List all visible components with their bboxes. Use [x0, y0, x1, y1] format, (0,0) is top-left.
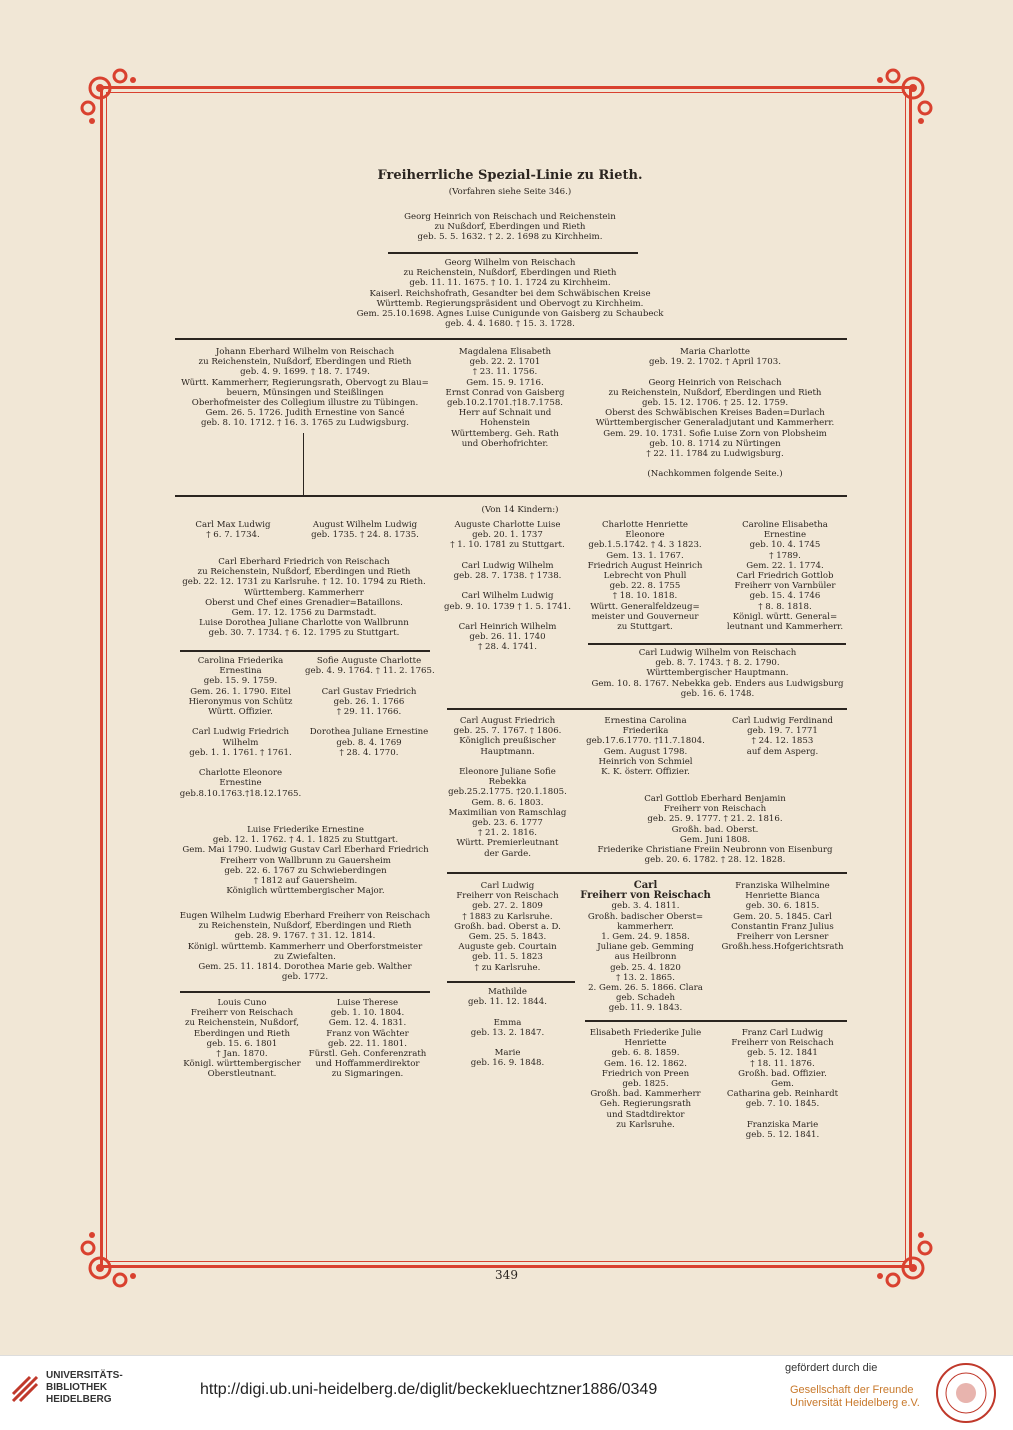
text-line: 2. Gem. 26. 5. 1866. Clara: [588, 983, 703, 994]
university-seal-icon: [935, 1362, 997, 1424]
g5-carl-details: [578, 901, 713, 1013]
text-line: Hohenstein: [479, 418, 531, 429]
text-line: beuern, Münsingen und Steißlingen: [226, 387, 384, 398]
text-line: Ernestine: [763, 530, 807, 541]
child-carl-eberhard: [178, 557, 430, 639]
text-line: Franz Carl Ludwig: [741, 1028, 824, 1038]
text-line: † 1789.: [769, 550, 801, 561]
text-line: [178, 758, 303, 768]
text-line: Großh. bad. Oberst a. D.: [454, 921, 561, 932]
text-line: Württ. Premierleutnant: [456, 838, 559, 849]
text-line: Gem. 17. 12. 1756 zu Darmstadt.: [231, 608, 377, 619]
text-line: [305, 676, 433, 686]
rule-c7: [588, 643, 846, 645]
rule-g4d: [180, 991, 430, 993]
text-line: † 8. 8. 1818.: [758, 601, 812, 612]
page-subtitle: (Vorfahren siehe Seite 346.): [448, 187, 572, 197]
text-line: Gem. 16. 12. 1862.: [604, 1058, 687, 1069]
child-august-wilhelm: [300, 520, 430, 540]
text-line: geb. 22. 11. 1801.: [328, 1038, 407, 1049]
text-line: geb. 22. 12. 1731 zu Karlsruhe. † 12. 10. 1794 zu Rieth.: [182, 577, 426, 588]
text-line: geb. 1. 1. 1761. † 1761.: [189, 747, 292, 758]
text-line: geb. 8. 4. 1769: [336, 737, 402, 748]
text-line: Großh. badischer Oberst=: [587, 911, 704, 922]
text-line: geb. 25. 4. 1820: [610, 962, 681, 973]
g5-louis-cuno: [178, 998, 306, 1080]
text-line: Königl. württ. General=: [732, 611, 838, 622]
text-line: [440, 551, 575, 561]
text-line: geb. 4. 9. 1699. † 18. 7. 1749.: [240, 367, 370, 378]
text-line: Fürstl. Geh. Conferenzrath: [308, 1049, 427, 1060]
text-line: Ernestina: [219, 666, 262, 677]
rule-c7-children: [447, 708, 847, 710]
text-line: zu Sigmaringen.: [331, 1069, 404, 1080]
text-line: † 22. 11. 1784 zu Ludwigsburg.: [646, 449, 784, 460]
text-line: Gem. 13. 1. 1767.: [606, 550, 684, 561]
text-line: Gem. 15. 9. 1716.: [466, 377, 544, 388]
text-line: Württembergischer Hauptmann.: [646, 668, 789, 679]
text-line: leutnant und Kammerherr.: [726, 622, 844, 633]
text-line: Carl Ludwig Wilhelm: [461, 560, 554, 571]
text-line: † 1. 10. 1781 zu Stuttgart.: [450, 540, 565, 551]
sponsor-org-line: Gesellschaft der Freunde: [790, 1384, 914, 1396]
text-line: Georg Heinrich von Reischach: [648, 377, 782, 388]
text-line: geb. 1825.: [622, 1079, 669, 1090]
text-line: † 13. 2. 1865.: [616, 972, 675, 983]
text-line: geb. 26. 1. 1766: [333, 696, 405, 707]
text-line: geb. 11. 5. 1823: [472, 952, 543, 963]
text-line: Oberstleutnant.: [207, 1069, 277, 1080]
text-line: meister und Gouverneur: [591, 611, 699, 622]
text-line: zu Nußdorf, Eberdingen und Rieth: [434, 222, 586, 233]
g6-elisabeth-friederike: [578, 1028, 713, 1130]
g4-ernestina-carolina: [578, 716, 713, 777]
text-line: Freiherr von Lersner: [736, 932, 829, 943]
text-line: Louis Cuno: [217, 998, 267, 1008]
text-line: Friederike Christiane Freiin Neubronn von Eisenburg: [597, 845, 833, 856]
text-line: Franziska Wilhelmine: [735, 881, 830, 891]
text-line: geb. 11. 9. 1843.: [608, 1003, 683, 1014]
text-line: Ernst Conrad von Gaisberg: [445, 387, 565, 398]
text-line: zu Stuttgart.: [617, 622, 673, 633]
text-line: geb. 1772.: [281, 972, 329, 983]
sponsor-label: gefördert durch die: [785, 1362, 878, 1374]
rule-g5d: [585, 1020, 847, 1022]
text-line: geb. 23. 6. 1777: [472, 818, 543, 829]
text-line: [580, 367, 850, 377]
text-line: Luise Dorothea Juliane Charlotte von Wallbrunn: [199, 618, 409, 629]
text-line: geb. 16. 6. 1748.: [680, 688, 755, 699]
text-line: August Wilhelm Ludwig: [312, 520, 418, 530]
text-line: Wilhelm: [222, 737, 259, 748]
g4-sofie-auguste: [305, 656, 433, 758]
text-line: zu Reichenstein, Nußdorf,: [185, 1018, 299, 1029]
text-line: Oberhofmeister des Collegium illustre zu Tübingen.: [191, 398, 419, 409]
text-line: Gem. 25. 5. 1843.: [468, 932, 547, 943]
text-line: [440, 1038, 575, 1048]
text-line: Gem. Mai 1790. Ludwig Gustav Carl Eberhard Friedrich: [182, 845, 429, 856]
text-line: Carl Ludwig Wilhelm von Reischach: [638, 648, 797, 658]
rule-gen3: [175, 495, 847, 497]
vline-gen3: [303, 433, 304, 495]
text-line: † 29. 11. 1766.: [336, 707, 402, 718]
text-line: Friederika: [622, 726, 669, 737]
text-line: Friedrich von Preen: [601, 1068, 690, 1079]
text-line: Gem. 25.10.1698. Agnes Luise Cunigunde von Gaisberg zu Schaubeck: [356, 309, 664, 320]
g5-carl-freiherr: [578, 881, 713, 1014]
text-line: Carl Ludwig Ferdinand: [732, 716, 833, 726]
child-caroline-elisabetha: [720, 520, 850, 632]
text-line: geb. 22. 6. 1767 zu Schwieberdingen: [224, 865, 387, 876]
text-line: geb. 28. 9. 1767. † 31. 12. 1814.: [234, 931, 376, 942]
text-line: geb.1.5.1742. † 4. 3 1823.: [588, 540, 702, 551]
text-line: Königl. württembergischer: [183, 1059, 301, 1070]
corner-ornament-top-right: [865, 66, 935, 136]
text-line: Juliane geb. Gemming: [597, 942, 694, 953]
text-line: Gem. 25. 11. 1814. Dorothea Marie geb. Walther: [198, 962, 412, 973]
text-line: Carl Ludwig Friedrich: [192, 727, 289, 738]
g4-carl-ludwig-ferdinand: [715, 716, 850, 757]
text-line: Oberst und Chef eines Grenadier=Bataillons.: [205, 597, 403, 608]
text-line: Württ. Generalfeldzeug=: [590, 601, 700, 612]
text-line: geb. 9. 10. 1739 † 1. 5. 1741.: [444, 601, 571, 612]
g4-eugen-wilhelm: [175, 911, 435, 982]
text-line: † 21. 2. 1816.: [478, 828, 537, 839]
source-url[interactable]: http://digi.ub.uni-heidelberg.de/diglit/beckekluechtzner1886/0349: [200, 1381, 658, 1398]
g5-carl-title: Freiherr von Reischach: [580, 890, 711, 902]
g4-luise-friederike: [178, 825, 433, 896]
text-line: geb. 15. 9. 1759.: [203, 676, 278, 687]
text-line: Freiherr von Varnbüler: [734, 581, 836, 592]
gen3-magdalena-elisabeth: [440, 347, 570, 449]
text-line: Württembergischer Generaladjutant und Kammerherr.: [595, 418, 835, 429]
text-line: Auguste geb. Courtain: [458, 942, 557, 953]
text-line: Gem.: [771, 1079, 794, 1090]
text-line: Emma: [493, 1017, 522, 1028]
text-line: Lebrecht von Phull: [603, 571, 687, 582]
text-line: geb.10.2.1701.†18.7.1758.: [446, 398, 564, 409]
text-line: Maximilian von Ramschlag: [448, 807, 567, 818]
text-line: Gem. 8. 6. 1803.: [471, 797, 544, 808]
text-line: Luise Therese: [336, 998, 399, 1008]
text-line: † 28. 4. 1741.: [478, 642, 537, 653]
text-line: geb. 30. 6. 1815.: [745, 901, 820, 912]
text-line: geb. 4. 4. 1680. † 15. 3. 1728.: [445, 319, 575, 330]
text-line: und Stadtdirektor: [606, 1109, 685, 1120]
text-line: Luise Friederike Ernestine: [247, 825, 364, 835]
text-line: Großh. bad. Kammerherr: [590, 1089, 701, 1100]
sponsor-org[interactable]: [790, 1384, 920, 1410]
text-line: [440, 612, 575, 622]
text-line: Auguste Charlotte Luise: [454, 520, 561, 530]
text-line: geb. 15. 6. 1801: [206, 1038, 278, 1049]
text-line: Carolina Friederika: [197, 656, 284, 666]
text-line: Kaiserl. Reichshofrath, Gesandter bei dem Schwäbischen Kreise: [369, 288, 651, 299]
text-line: geb. 5. 12. 1841: [747, 1048, 818, 1059]
text-line: Marie: [494, 1048, 521, 1059]
text-line: Württemberg. Kammerherr: [244, 587, 364, 598]
text-line: Henriette: [624, 1038, 667, 1049]
text-line: geb. 5. 12. 1841.: [745, 1130, 820, 1141]
child-carl-ludwig-wilhelm: [585, 648, 850, 699]
text-line: Maria Charlotte: [680, 347, 750, 357]
text-line: Carl Ludwig: [480, 881, 535, 891]
text-line: geb. 8. 10. 1712. † 16. 3. 1765 zu Ludwigsburg.: [200, 418, 410, 429]
text-line: † 6. 7. 1734.: [206, 530, 260, 541]
text-line: geb. 10. 4. 1745: [749, 540, 821, 551]
text-line: zu Karlsruhe.: [616, 1119, 675, 1130]
text-line: Franz von Wächter: [326, 1028, 409, 1039]
rule-g5c: [447, 981, 575, 983]
text-line: auf dem Asperg.: [746, 746, 819, 757]
text-line: Rebekka: [488, 777, 527, 788]
text-line: Johann Eberhard Wilhelm von Reischach: [215, 347, 395, 357]
text-line: geb. 1735. † 24. 8. 1735.: [311, 530, 419, 541]
text-line: Gem. 20. 5. 1845. Carl: [733, 911, 832, 922]
text-line: Carl Heinrich Wilhelm: [458, 622, 557, 633]
text-line: aus Heilbronn: [614, 952, 677, 963]
rule-gen2: [175, 338, 847, 340]
rule-c3: [180, 650, 430, 652]
text-line: [440, 581, 575, 591]
text-line: Eleonore: [625, 530, 665, 541]
text-line: Gem. Juni 1808.: [679, 834, 751, 845]
text-line: Dorothea Juliane Ernestine: [309, 727, 429, 738]
text-line: geb. 12. 1. 1762. † 4. 1. 1825 zu Stuttgart.: [212, 835, 399, 846]
text-line: zu Reichenstein, Nußdorf, Eberdingen und Rieth: [198, 357, 412, 368]
text-line: kammerherr.: [617, 921, 674, 932]
text-line: † zu Karlsruhe.: [474, 962, 541, 973]
text-line: zu Zwiefalten.: [274, 951, 336, 962]
text-line: und Hoffammerdirektor: [315, 1059, 420, 1070]
text-line: Carl August Friedrich: [459, 716, 556, 726]
text-line: † 1812 auf Gauersheim.: [253, 876, 358, 887]
text-line: Hauptmann.: [480, 746, 535, 757]
text-line: Eugen Wilhelm Ludwig Eberhard Freiherr von Reischach: [179, 911, 431, 921]
text-line: geb. 11. 12. 1844.: [468, 997, 547, 1008]
sponsor-org-line: Universität Heidelberg e.V.: [790, 1397, 920, 1409]
text-line: zu Reichenstein, Nußdorf, Eberdingen und Rieth: [403, 268, 617, 279]
text-line: geb. 25. 9. 1777. † 21. 2. 1816.: [647, 814, 783, 825]
text-line: Königl. württemb. Kammerherr und Oberforstmeister: [187, 941, 423, 952]
text-line: geb. 16. 9. 1848.: [470, 1058, 545, 1069]
text-line: Mathilde: [488, 987, 527, 997]
text-line: Herr auf Schnait und: [458, 408, 552, 419]
text-line: Ernestina Carolina: [604, 716, 687, 726]
library-name-line: BIBLIOTHEK: [46, 1382, 108, 1393]
generation-1-block: [360, 212, 660, 243]
text-line: Charlotte Henriette: [601, 520, 689, 530]
text-line: geb. 7. 10. 1845.: [745, 1099, 820, 1110]
g5-luise-therese: [305, 998, 430, 1080]
text-line: geb. 25. 7. 1767. † 1806.: [453, 726, 562, 737]
g5-franziska-wilhelmine: [715, 881, 850, 952]
text-line: Georg Heinrich von Reischach und Reichenstein: [404, 212, 616, 222]
text-line: Königlich württembergischer Major.: [226, 886, 385, 897]
text-line: (Nachkommen folgende Seite.): [647, 469, 783, 480]
text-line: Freiherr von Reischach: [663, 804, 767, 815]
text-line: Großh. bad. Oberst.: [671, 824, 759, 835]
text-line: geb. 30. 7. 1734. † 6. 12. 1795 zu Stuttgart.: [208, 628, 400, 639]
text-line: Carl Friedrich Gottlob: [736, 571, 834, 582]
text-line: † 23. 11. 1756.: [472, 367, 538, 378]
text-line: geb.17.6.1770. †11.7.1804.: [586, 736, 705, 747]
text-line: Ernestine: [219, 778, 262, 789]
text-line: Sofie Auguste Charlotte: [316, 656, 422, 666]
text-line: Carl Eberhard Friedrich von Reischach: [218, 557, 390, 567]
library-name-line: HEIDELBERG: [46, 1394, 112, 1405]
g4-carolina-friederika: [178, 656, 303, 799]
text-line: † 28. 4. 1770.: [339, 747, 399, 758]
text-line: Freiherr von Reischach: [731, 1038, 834, 1049]
text-line: K. K. österr. Offizier.: [601, 767, 690, 778]
text-line: Württ. Kammerherr, Regierungsrath, Obervogt zu Blau=: [181, 377, 429, 388]
child-auguste-charlotte: [440, 520, 575, 653]
g4-carl-august-friedrich: [440, 716, 575, 859]
text-line: zu Reichenstein, Nußdorf, Eberdingen und Rieth: [197, 567, 411, 578]
text-line: Württemberg. Geh. Rath: [451, 428, 559, 439]
text-line: zu Reichenstein, Nußdorf, Eberdingen und Rieth: [198, 921, 412, 932]
child-charlotte-henriette: [580, 520, 710, 632]
text-line: Carl Gottlob Eberhard Benjamin: [644, 794, 786, 804]
text-line: Oberst des Schwäbischen Kreises Baden=Durlach: [605, 408, 825, 419]
library-name: [46, 1370, 123, 1406]
text-line: Magdalena Elisabeth: [458, 347, 552, 357]
text-line: geb. 6. 8. 1859.: [611, 1048, 680, 1059]
text-line: geb. 10. 8. 1714 zu Nürtingen: [649, 438, 781, 449]
text-line: Gem. 12. 4. 1831.: [328, 1018, 407, 1029]
g6-franz-carl-ludwig: [715, 1028, 850, 1140]
text-line: geb. 1. 10. 1804.: [330, 1008, 405, 1019]
children-header: (Von 14 Kindern:): [481, 505, 559, 515]
child-carl-max: [178, 520, 288, 540]
text-line: geb.25.2.1775. †20.1.1805.: [448, 787, 567, 798]
text-line: [305, 717, 433, 727]
text-line: geb. 27. 2. 1809: [472, 901, 543, 912]
text-line: † 24. 12. 1853: [751, 736, 814, 747]
rule-gen1: [388, 252, 638, 254]
page-title: Freiherrliche Spezial-Linie zu Rieth.: [377, 168, 643, 183]
text-line: Carl Gustav Friedrich: [321, 686, 417, 697]
g4-carl-gottlob: [580, 794, 850, 865]
text-line: Gem. August 1798.: [603, 746, 688, 757]
text-line: † 1883 zu Karlsruhe.: [462, 911, 553, 922]
text-line: Elisabeth Friederike Julie: [589, 1028, 702, 1038]
text-line: Königlich preußischer: [459, 736, 556, 747]
text-line: Geh. Regierungsrath: [599, 1099, 692, 1110]
text-line: geb. 11. 11. 1675. † 10. 1. 1724 zu Kirchheim.: [409, 278, 611, 289]
text-line: [440, 1007, 575, 1017]
text-line: geb. 8. 7. 1743. † 8. 2. 1790.: [655, 658, 780, 669]
text-line: Franziska Marie: [746, 1119, 819, 1130]
text-line: geb. 15. 4. 1746: [749, 591, 821, 602]
text-line: geb. 4. 9. 1764. † 11. 2. 1765.: [305, 666, 435, 677]
text-line: geb. 13. 2. 1847.: [470, 1027, 545, 1038]
text-line: Constantin Franz Julius: [731, 921, 834, 932]
text-line: † Jan. 1870.: [216, 1049, 268, 1060]
text-line: [715, 1110, 850, 1120]
text-line: Freiherr von Reischach: [190, 1008, 294, 1019]
text-line: geb. 15. 12. 1706. † 25. 12. 1759.: [641, 398, 789, 409]
library-name-line: UNIVERSITÄTS-: [46, 1370, 123, 1381]
text-line: Catharina geb. Reinhardt: [726, 1089, 839, 1100]
text-line: geb. 3. 4. 1811.: [611, 901, 680, 912]
text-line: geb. Schadeh: [615, 993, 676, 1004]
text-line: Großh. bad. Offizier.: [738, 1068, 827, 1079]
text-line: geb. 19. 7. 1771: [747, 726, 818, 737]
library-logo-icon: [10, 1374, 40, 1404]
text-line: [178, 717, 303, 727]
text-line: Charlotte Eleonore: [198, 768, 283, 779]
text-line: geb. 5. 5. 1632. † 2. 2. 1698 zu Kirchheim.: [417, 232, 603, 243]
text-line: Eleonore Juliane Sofie: [459, 767, 556, 778]
text-line: Georg Wilhelm von Reischach: [444, 258, 576, 268]
text-line: Henriette Bianca: [745, 891, 820, 902]
text-line: geb. 19. 2. 1702. † April 1703.: [649, 357, 781, 368]
text-line: 1. Gem. 24. 9. 1858.: [601, 932, 690, 943]
g6-mathilde-emma-marie: [440, 987, 575, 1069]
text-line: Gem. 22. 1. 1774.: [746, 560, 824, 571]
text-line: Gem. 26. 1. 1790. Eitel: [190, 686, 291, 697]
text-line: geb. 22. 8. 1755: [609, 581, 681, 592]
text-line: Freiherr von Reischach: [456, 891, 559, 902]
g5-carl-name: Carl: [633, 880, 658, 891]
text-line: Württemb. Regierungspräsident und Obervogt zu Kirchheim.: [376, 298, 644, 309]
text-line: und Oberhofrichter.: [461, 438, 549, 449]
text-line: geb. 20. 6. 1782. † 28. 12. 1828.: [644, 855, 786, 866]
generation-2-block: [350, 258, 670, 329]
corner-ornament-top-left: [78, 66, 148, 136]
text-line: Carl Wilhelm Ludwig: [461, 591, 554, 602]
text-line: der Garde.: [484, 848, 531, 859]
text-line: Freiherr von Wallbrunn zu Gauersheim: [220, 855, 391, 866]
gen3-johann-eberhard: [180, 347, 430, 429]
text-line: Gem. 10. 8. 1767. Nebekka geb. Enders aus Ludwigsburg: [591, 678, 844, 689]
text-line: † 18. 10. 1818.: [612, 591, 678, 602]
rule-g4h: [447, 872, 847, 874]
text-line: Großh.hess.Hofgerichtsrath: [721, 942, 844, 953]
text-line: Gem. 26. 5. 1726. Judith Ernestine von Sancé: [205, 408, 405, 419]
text-line: Heinrich von Schmiel: [598, 756, 693, 767]
text-line: Friedrich August Heinrich: [587, 560, 703, 571]
page-number: 349: [495, 1268, 518, 1282]
text-line: geb. 28. 7. 1738. † 1738.: [453, 571, 562, 582]
text-line: Carl Max Ludwig: [195, 520, 271, 530]
text-line: geb. 20. 1. 1737: [472, 530, 543, 541]
text-line: Caroline Elisabetha: [742, 520, 828, 530]
text-line: [580, 459, 850, 469]
text-line: Württ. Offizier.: [208, 707, 273, 718]
g5-carl-ludwig: [440, 881, 575, 973]
text-line: Hieronymus von Schütz: [188, 696, 293, 707]
text-line: zu Reichenstein, Nußdorf, Eberdingen und Rieth: [608, 387, 822, 398]
text-line: Gem. 29. 10. 1731. Sofie Luise Zorn von Plobsheim: [603, 428, 827, 439]
gen3-maria-charlotte-georg: [580, 347, 850, 480]
text-line: † 18. 11. 1876.: [750, 1058, 815, 1069]
text-line: geb.8.10.1763.†18.12.1765.: [179, 788, 302, 799]
text-line: [440, 757, 575, 767]
text-line: geb. 26. 11. 1740: [469, 632, 546, 643]
text-line: geb. 22. 2. 1701: [469, 357, 541, 368]
text-line: Eberdingen und Rieth: [193, 1028, 291, 1039]
